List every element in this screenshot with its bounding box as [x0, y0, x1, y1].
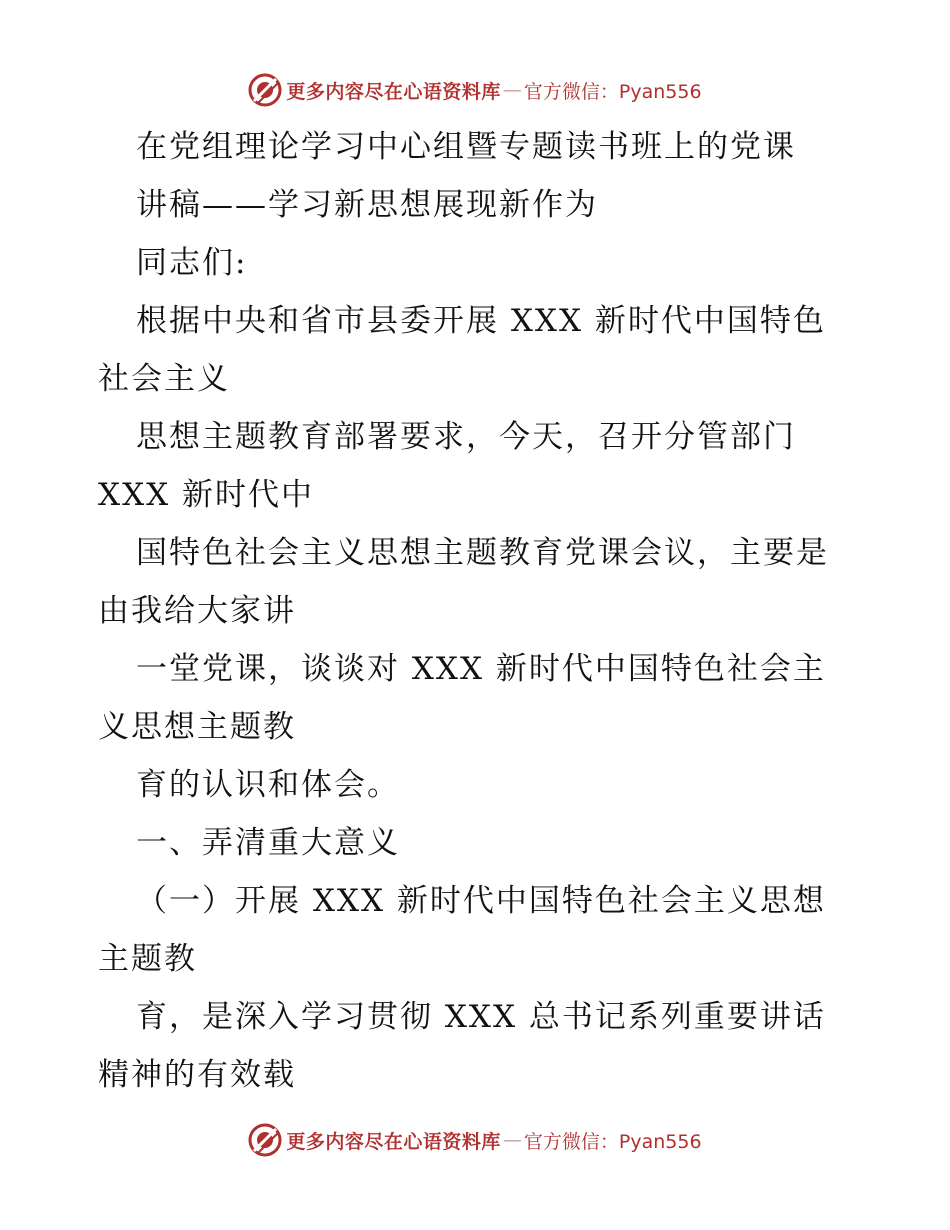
text-line: 一、弄清重大意义	[136, 825, 400, 861]
header-watermark-banner	[0, 70, 950, 110]
text-line: 根据中央和省市县委开展 XXX 新时代中国特色	[136, 303, 826, 339]
text-line: 主题教	[98, 941, 197, 977]
document-body	[98, 118, 858, 1104]
banner-site-text: 更多内容尽在心语资料库	[286, 80, 501, 103]
text-line: 同志们:	[136, 245, 248, 281]
logo-icon	[248, 73, 282, 107]
logo-icon	[248, 1123, 282, 1157]
banner-separator: —	[502, 79, 522, 101]
text-line: （一）开展 XXX 新时代中国特色社会主义思想	[136, 883, 826, 919]
text-line: 一堂党课，谈谈对 XXX 新时代中国特色社会主	[136, 651, 826, 687]
text-line: 义思想主题教	[98, 709, 296, 745]
banner-wechat-text: 官方微信：Pyan556	[523, 1130, 702, 1153]
banner-wechat-text: 官方微信：Pyan556	[523, 80, 702, 103]
footer-watermark-banner	[0, 1120, 950, 1160]
text-line: 育，是深入学习贯彻 XXX 总书记系列重要讲话	[136, 999, 826, 1035]
banner-separator: —	[502, 1129, 522, 1151]
text-line: 在党组理论学习中心组暨专题读书班上的党课	[136, 129, 796, 165]
text-line: XXX 新时代中	[98, 477, 315, 513]
text-line: 思想主题教育部署要求，今天，召开分管部门	[136, 419, 796, 455]
text-line: 社会主义	[98, 361, 230, 397]
text-line: 由我给大家讲	[98, 593, 296, 629]
text-line: 育的认识和体会。	[136, 767, 400, 803]
text-line: 精神的有效载	[98, 1057, 296, 1093]
banner-site-text: 更多内容尽在心语资料库	[286, 1130, 501, 1153]
text-line: 国特色社会主义思想主题教育党课会议，主要是	[136, 535, 829, 571]
text-line: 讲稿——学习新思想展现新作为	[136, 187, 598, 223]
